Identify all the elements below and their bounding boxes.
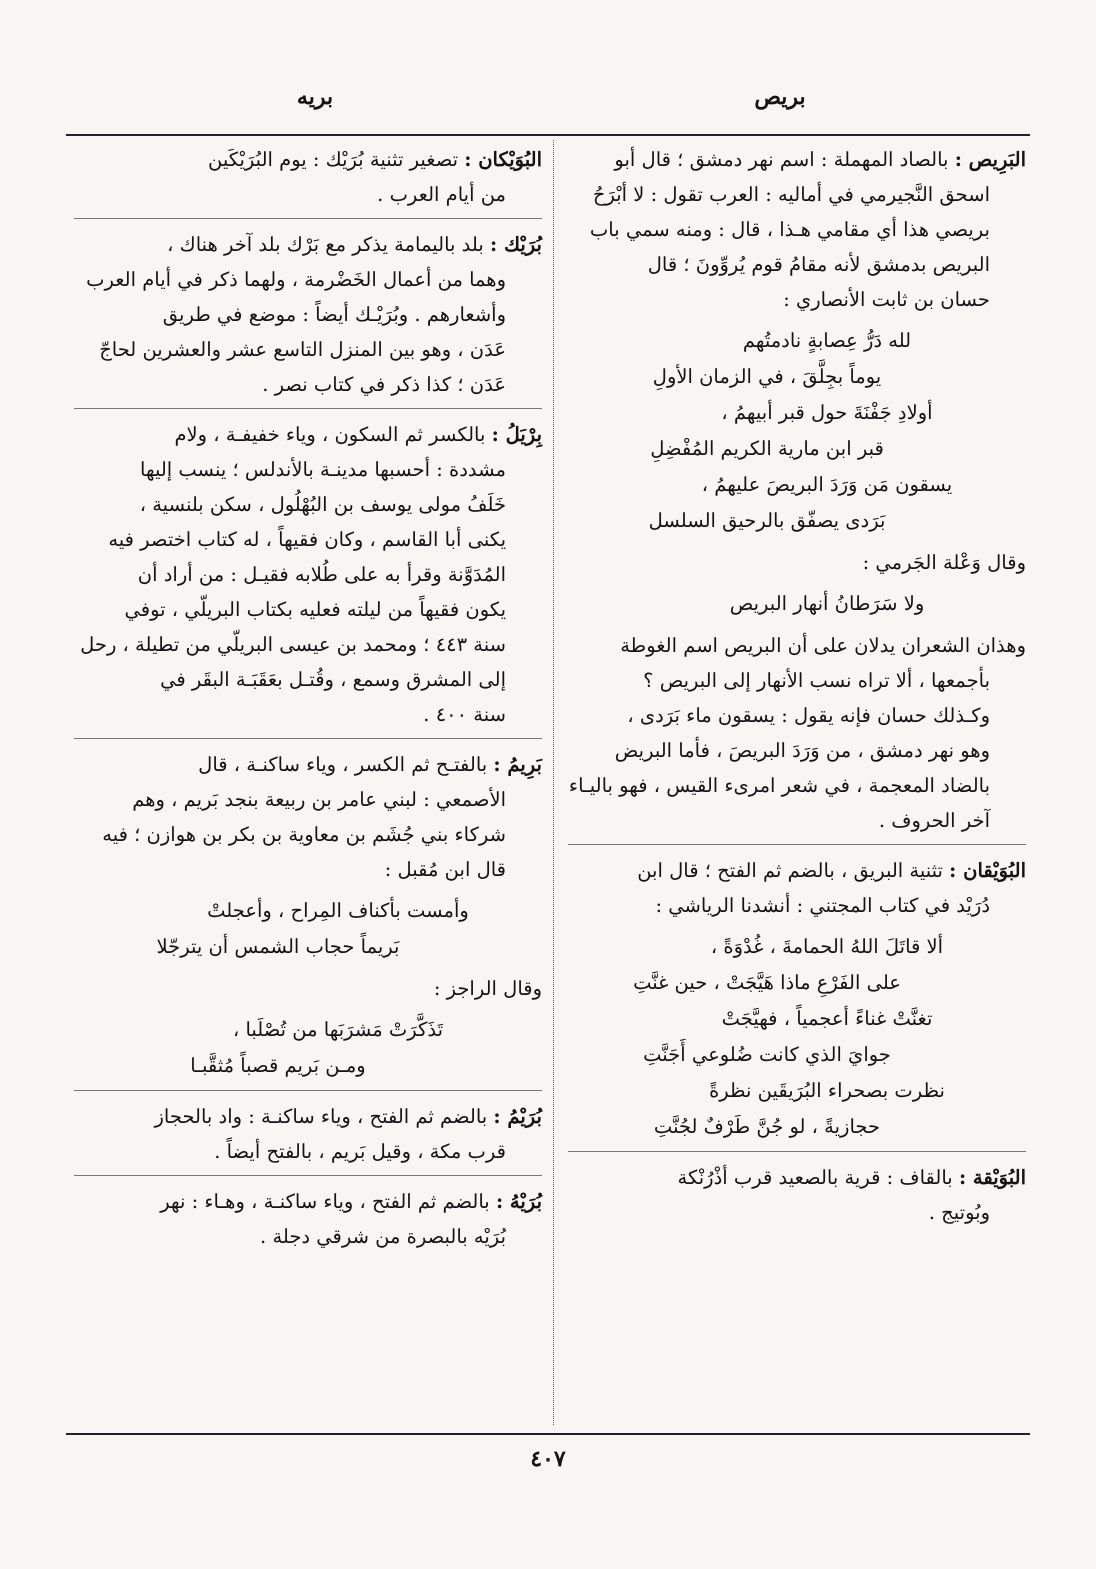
- entry-text: سنة ٤٠٠ .: [423, 703, 506, 726]
- verse-line: وأمست بأكناف المِراح ، وأعجلتْ: [207, 899, 469, 922]
- entry-text: شركاء بني جُشَم بن معاوية بن بكر بن هوازن ؛ فيه: [102, 823, 506, 846]
- left-column: [74, 142, 542, 1258]
- entry-text: وبُوتيج .: [928, 1201, 990, 1224]
- verse-line: يسقون مَن وَرَدَ البريصَ عليهمُ ،: [701, 473, 953, 496]
- entry-text: وأشعارهم . وبُرَيْـك أيضاً : موضع في طريق: [162, 303, 506, 326]
- entry-text: وكـذلك حسان فإنه يقول : يسقون ماء بَرَدى ،: [627, 704, 990, 727]
- entry-text: الأصمعي : لبني عامر بن ربيعة بنجد بَريم ، وهم: [132, 788, 506, 811]
- entry-text: من أيام العرب .: [377, 183, 506, 206]
- entry-text: البريص بدمشق لأنه مقامُ قوم يُروِّونَ ؛ قال: [647, 253, 990, 276]
- verse-line: أولادِ جَفْنَةَ حول قبر أبيهمُ ،: [721, 401, 933, 424]
- entry-text: اسحق النَّجيرمي في أماليه : العرب تقول : لا أبْرَحُ: [592, 183, 990, 206]
- entry-separator: [74, 1090, 542, 1091]
- verse-line: حجازيةً ، لو جُنَّ طَرْفٌ لجُنَّتِ: [653, 1115, 881, 1138]
- entry-text: بالضم ثم الفتح ، وياء ساكنـة ، وهـاء : نهر: [160, 1190, 496, 1213]
- bottom-rule: [66, 1433, 1030, 1435]
- entry-text: تثنية البريق ، بالضم ثم الفتح ؛ قال ابن: [637, 859, 950, 882]
- headword: البَرِيص :: [954, 148, 1026, 171]
- entry-separator: [74, 218, 542, 219]
- entry-separator: [74, 408, 542, 409]
- entry-text: آخر الحروف .: [878, 809, 990, 832]
- verse-line: ألا قاتَلَ اللهُ الحمامةَ ، غُدْوَةً ،: [710, 935, 944, 958]
- entry-text: سنة ٤٤٣ ؛ ومحمد بن عيسى البريلّي من تطيلة ، رحل: [80, 633, 506, 656]
- entry-buraym: [74, 1099, 542, 1169]
- quote-intro: وقال الراجز :: [433, 977, 542, 1000]
- running-head-left: بريه: [296, 84, 334, 110]
- headword: بُرَيْهُ :: [495, 1190, 542, 1213]
- entry-buwayqan: [568, 853, 1026, 923]
- verse-line: بَريماً حجاب الشمس أن يترجّلا: [156, 935, 400, 958]
- entry-text: خَلَفُ مولى يوسف بن البُهْلُول ، سكن بلنسية ،: [139, 493, 506, 516]
- entry-text: إلى المشرق وسمع ، وقُتـل بعَقَبَـة البقَر في: [160, 668, 506, 691]
- entry-text: بأجمعها ، ألا تراه نسب الأنهار إلى البريص ؟: [643, 669, 990, 692]
- entry-separator: [568, 844, 1026, 845]
- entry-text: وهو نهر دمشق ، من وَرَدَ البريصَ ، فأما البريض: [614, 739, 990, 762]
- verse-line: بَرَدى يصفّق بالرحيق السلسل: [648, 509, 886, 532]
- headword: البُوَيْقة :: [958, 1166, 1026, 1189]
- entry-text: دُرَيْد في كتاب المجتني : أنشدنا الرياشي :: [655, 894, 990, 917]
- verse-line: ولا سَرَطانُ أنهار البريص: [729, 592, 925, 615]
- verse-line: على الفَرْعِ ماذا هَيَّجَتْ ، حين غنَّتِ: [633, 971, 901, 994]
- verse-line: يوماً بجِلَّقَ ، في الزمان الأولِ: [652, 365, 882, 388]
- running-head-right: بريص: [754, 84, 806, 110]
- entry-text: بريصي هذا أي مقامي هـذا ، قال : ومنه سمي باب: [589, 218, 990, 241]
- entry-text: يكنى أبا القاسم ، وكان فقيهاً ، له كتاب اختصر فيه: [108, 528, 506, 551]
- entry-text: حسان بن ثابت الأنصاري :: [783, 288, 990, 311]
- entry-text: قرب مكة ، وقيل بَريم ، بالفتح أيضاً .: [214, 1140, 506, 1163]
- verse-line: جوايَ الذي كانت ضُلوعي أَجَنَّتِ: [643, 1043, 891, 1066]
- entry-text: بالكسر ثم السكون ، وياء خفيفـة ، ولام: [174, 423, 492, 446]
- entry-separator: [568, 1151, 1026, 1152]
- page-number: ٤٠٧: [530, 1446, 566, 1472]
- entry-burayk: [74, 227, 542, 402]
- verse-line: قبر ابن مارية الكريم المُفْضِلِ: [650, 437, 884, 460]
- entry-buwayqa: [568, 1160, 1026, 1230]
- headword: بِرْيَلُ :: [491, 423, 542, 446]
- headword: البُوَيْقان :: [949, 859, 1026, 882]
- verse-ibn-muqbil: [74, 893, 542, 965]
- entry-text: بالضم ثم الفتح ، وياء ساكنـة : واد بالحجاز: [154, 1105, 494, 1128]
- headword: بُرَيْمُ :: [493, 1105, 542, 1128]
- entry-text: قال ابن مُقبل :: [384, 858, 506, 881]
- entry-text: بُرَيْه بالبصرة من شرقي دجلة .: [260, 1225, 506, 1248]
- entry-text: عَدَن ؛ كذا ذكر في كتاب نصر .: [262, 373, 506, 396]
- verse-line: تغنَّتْ غناءً أعجمياً ، فهيَّجَتْ: [721, 1007, 933, 1030]
- entry-text: وهما من أعمال الخَضْرمة ، ولهما ذكر في أيام العرب: [86, 268, 506, 291]
- entry-text: تصغير تثنية بُرَيْك : يوم البُرَيْكَين: [208, 148, 465, 171]
- verse-line: تَذَكَّرَتْ مَشرَبَها من تُصْلَبا ،: [232, 1018, 443, 1041]
- entry-bariis: [568, 142, 1026, 317]
- paragraph-commentary: [568, 628, 1026, 838]
- entry-text: مشددة : أحسبها مدينـة بالأندلس ؛ ينسب إليها: [140, 458, 506, 481]
- entry-bariim: [74, 747, 542, 887]
- entry-text: بالقاف : قرية بالصعيد قرب أذْرُنْكة: [677, 1166, 959, 1189]
- entry-text: بالفتـح ثم الكسر ، وياء ساكنـة ، قال: [198, 753, 494, 776]
- entry-text: وهذان الشعران يدلان على أن البريص اسم الغوطة: [620, 634, 1026, 657]
- headword: البُوَيْكان :: [464, 148, 542, 171]
- entry-text: عَدَن ، وهو بين المنزل التاسع عشر والعشرين لحاجّ: [99, 338, 506, 361]
- verse-hassan: [568, 323, 1026, 539]
- entry-text: بالصاد المهملة : اسم نهر دمشق ؛ قال أبو: [614, 148, 955, 171]
- entry-separator: [74, 738, 542, 739]
- top-rule: [66, 134, 1030, 136]
- column-divider: [553, 140, 554, 1425]
- entry-text: يكون فقيهاً من ليلته فعليه بكتاب البريلّي ، توفي: [124, 598, 506, 621]
- entry-text: بالضاد المعجمة ، في شعر امرىء القيس ، فهو باليـاء: [568, 774, 990, 797]
- verse-line: لله دَرُّ عِصابةٍ نادمتُهم: [742, 329, 912, 352]
- entry-text: بلد باليمامة يذكر مع بَرْك بلد آخر هناك ،: [167, 233, 490, 256]
- entry-separator: [74, 1175, 542, 1176]
- entry-burayh: [74, 1184, 542, 1254]
- verse-rajiz: [74, 1012, 542, 1084]
- quote-intro: وقال وَعْلة الجَرمي :: [862, 551, 1026, 574]
- right-column: [568, 142, 1026, 1234]
- verse-waala: [568, 586, 1026, 622]
- entry-text: المُدَوَّنة وقرأ به على طُلابه فقيـل : من أراد أن: [137, 563, 506, 586]
- verse-riyashi: [568, 929, 1026, 1145]
- verse-line: نظرت بصحراء البُرَيقَين نظرةً: [709, 1079, 945, 1102]
- entry-buraykan: [74, 142, 542, 212]
- headword: بَرِيمُ :: [493, 753, 542, 776]
- entry-biryall: [74, 417, 542, 732]
- headword: بُرَيْك :: [489, 233, 542, 256]
- verse-line: ومـن بَريم قصباً مُثقَّبـا: [190, 1054, 366, 1077]
